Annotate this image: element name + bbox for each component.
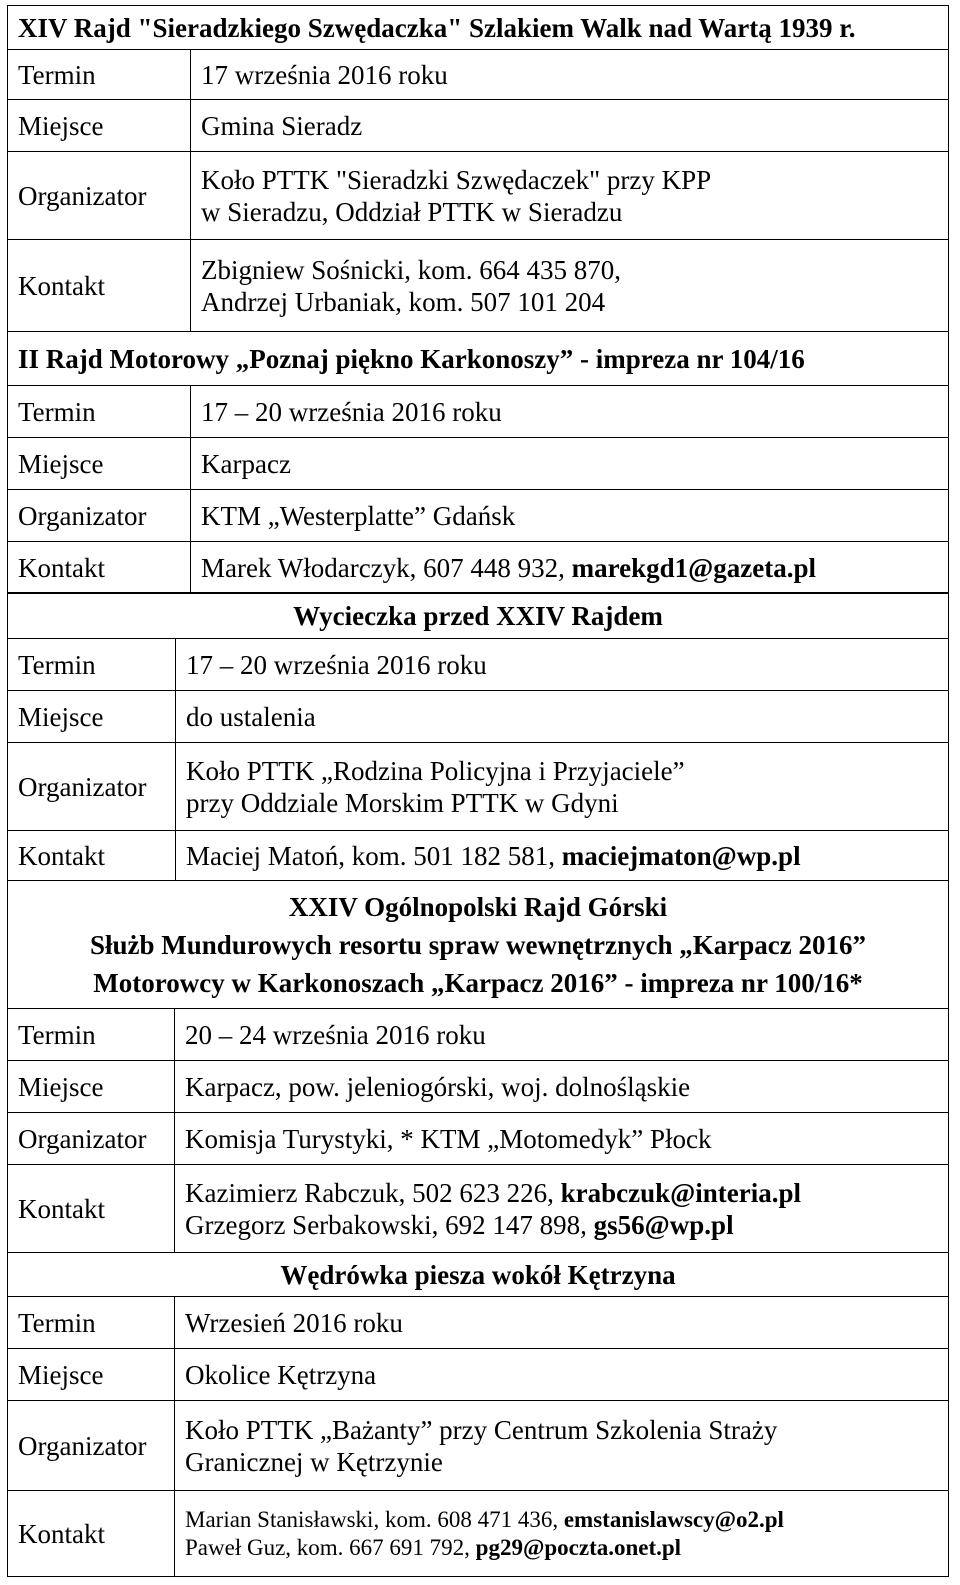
event-4-kontakt-1-text: Kazimierz Rabczuk, 502 623 226, [185,1177,561,1208]
miejsce-label: Miejsce [8,438,191,490]
organizator-label: Organizator [8,152,191,240]
event-5-kontakt [175,1491,949,1577]
event-5-miejsce: Okolice Kętrzyna [175,1349,949,1401]
event-4-table [7,880,949,1253]
event-1-kontakt [191,240,949,332]
event-5-kontakt-line-1 [185,1506,938,1534]
organizator-label: Organizator [8,1401,175,1491]
kontakt-label: Kontakt [8,831,176,881]
event-1-miejsce: Gmina Sieradz [191,100,949,152]
event-5-organizator-line-2: Granicznej w Kętrzynie [185,1446,443,1477]
organizator-label: Organizator [8,743,176,831]
event-2-email-link[interactable]: marekgd1@gazeta.pl [571,552,817,583]
organizator-label: Organizator [8,1113,175,1165]
event-5-email-2-link[interactable]: pg29@poczta.onet.pl [475,1534,682,1560]
event-5-kontakt-2-text: Paweł Guz, kom. 667 691 792, [185,1534,476,1560]
event-4-kontakt [175,1165,949,1253]
kontakt-label: Kontakt [8,1165,175,1253]
event-4-title-line-1: XXIV Ogólnopolski Rajd Górski [288,891,668,922]
event-2-miejsce: Karpacz [191,438,949,490]
event-1-kontakt-line-1: Zbigniew Sośnicki, kom. 664 435 870, [201,254,621,285]
event-5-email-1-link[interactable]: emstanislawscy@o2.pl [563,1506,784,1532]
event-5-kontakt-line-2 [185,1534,938,1562]
event-4-email-2-link[interactable]: gs56@wp.pl [593,1209,734,1240]
event-1-organizator [191,152,949,240]
event-4-miejsce: Karpacz, pow. jeleniogórski, woj. dolnośląskie [175,1061,949,1113]
event-4-title-line-3: Motorowcy w Karkonoszach „Karpacz 2016” - impreza nr 100/16* [93,967,863,998]
event-1-table [7,5,949,332]
event-5-table [7,1252,949,1577]
event-4-kontakt-2-text: Grzegorz Serbakowski, 692 147 898, [185,1209,594,1240]
event-3-kontakt [176,831,949,881]
miejsce-label: Miejsce [8,1061,175,1113]
event-3-table [7,592,949,881]
event-3-miejsce: do ustalenia [176,691,949,743]
miejsce-label: Miejsce [8,100,191,152]
termin-label: Termin [8,50,191,100]
event-1-kontakt-line-2: Andrzej Urbaniak, kom. 507 101 204 [201,286,606,317]
event-5-organizator [175,1401,949,1491]
event-2-table [7,331,949,594]
event-3-organizator-line-1: Koło PTTK „Rodzina Policyjna i Przyjaciele” [186,755,685,786]
miejsce-label: Miejsce [8,1349,175,1401]
event-4-kontakt-line-1 [185,1177,938,1209]
organizator-label: Organizator [8,490,191,542]
event-5-title: Wędrówka piesza wokół Kętrzyna [8,1253,949,1297]
event-3-title: Wycieczka przed XXIV Rajdem [8,593,949,639]
event-3-organizator-line-2: przy Oddziale Morskim PTTK w Gdyni [186,787,619,818]
termin-label: Termin [8,639,176,691]
kontakt-label: Kontakt [8,240,191,332]
event-5-kontakt-1-text: Marian Stanisławski, kom. 608 471 436, [185,1506,564,1532]
event-4-kontakt-line-2 [185,1209,938,1241]
event-5-termin: Wrzesień 2016 roku [175,1297,949,1349]
event-4-email-1-link[interactable]: krabczuk@interia.pl [560,1177,802,1208]
termin-label: Termin [8,1009,175,1061]
event-4-title [8,881,949,1009]
event-3-kontakt-text: Maciej Matoń, kom. 501 182 581, [186,840,562,871]
event-2-kontakt [191,542,949,594]
event-3-organizator [176,743,949,831]
termin-label: Termin [8,1297,175,1349]
event-5-organizator-line-1: Koło PTTK „Bażanty” przy Centrum Szkolenia Straży [185,1414,778,1445]
event-4-title-line-2: Służb Mundurowych resortu spraw wewnętrznych „Karpacz 2016” [90,929,866,960]
termin-label: Termin [8,386,191,438]
event-1-termin: 17 września 2016 roku [191,50,949,100]
kontakt-label: Kontakt [8,1491,175,1577]
kontakt-label: Kontakt [8,542,191,594]
event-1-organizator-line-2: w Sieradzu, Oddział PTTK w Sieradzu [201,196,623,227]
event-1-organizator-line-1: Koło PTTK "Sieradzki Szwędaczek" przy KPP [201,164,712,195]
event-3-email-link[interactable]: maciejmaton@wp.pl [561,840,801,871]
event-2-termin: 17 – 20 września 2016 roku [191,386,949,438]
event-2-kontakt-text: Marek Włodarczyk, 607 448 932, [201,552,572,583]
miejsce-label: Miejsce [8,691,176,743]
event-1-title: XIV Rajd "Sieradzkiego Szwędaczka" Szlakiem Walk nad Wartą 1939 r. [8,6,949,50]
event-4-organizator: Komisja Turystyki, * KTM „Motomedyk” Płock [175,1113,949,1165]
event-4-termin: 20 – 24 września 2016 roku [175,1009,949,1061]
event-2-organizator: KTM „Westerplatte” Gdańsk [191,490,949,542]
event-3-termin: 17 – 20 września 2016 roku [176,639,949,691]
event-2-title: II Rajd Motorowy „Poznaj piękno Karkonoszy” - impreza nr 104/16 [8,332,949,386]
